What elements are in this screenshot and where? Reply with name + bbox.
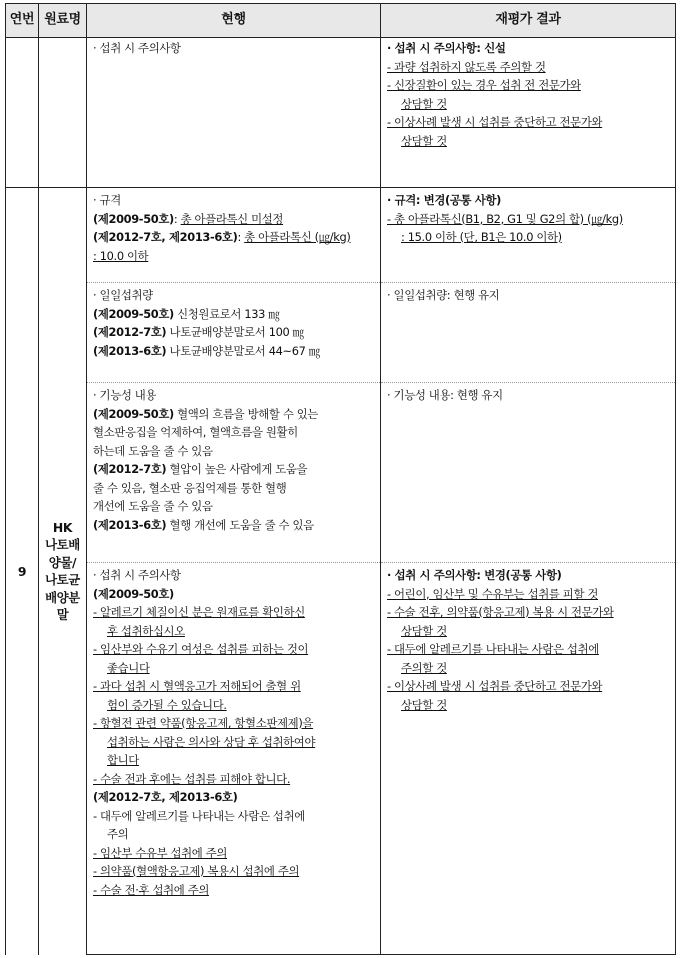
- table-row: [6, 283, 676, 383]
- text-line: [93, 585, 377, 604]
- text-line: [39, 519, 86, 537]
- line-text: · 섭취 시 주의사항: [93, 568, 181, 582]
- line-text: 총 아플라톡신 미설정: [180, 211, 284, 226]
- text-line: [387, 95, 672, 114]
- text-line: [93, 305, 377, 324]
- line-text: - 대두에 알레르기를 나타내는 사람은 섭취에: [387, 642, 599, 656]
- line-text: (제2009-50호): [93, 306, 174, 321]
- text-line: [387, 210, 672, 229]
- text-line: [93, 807, 377, 826]
- line-text: 상담할 것: [401, 96, 447, 111]
- line-text: - 임산부와 수유기 여성은 섭취를 피하는 것이: [93, 642, 309, 656]
- line-text: (제2013-6호): [93, 517, 167, 532]
- caution-current-cell: [87, 563, 381, 955]
- line-text: - 항혈전 관련 약품(항응고제, 항혈소판제제)을: [93, 716, 314, 730]
- line-text: 좋습니다: [107, 660, 150, 675]
- text-line: [93, 603, 377, 622]
- text-line: [39, 589, 86, 607]
- text-line: [93, 228, 377, 247]
- line-text: - 수술 전후, 의약품(항응고제) 복용 시 전문가와: [387, 605, 614, 619]
- text-line: [387, 640, 672, 659]
- line-text: - 대두에 알레르기를 나타내는 사람은 섭취에: [93, 808, 305, 823]
- line-text: 하는데 도움을 줄 수 있음: [93, 443, 213, 458]
- line-text: · 섭취 시 주의사항: 신설: [387, 41, 506, 55]
- line-text: 나토균: [45, 572, 80, 588]
- text-line: [387, 76, 672, 95]
- line-text: · 섭취 시 주의사항: 변경(공통 사항): [387, 568, 562, 582]
- text-line: [93, 844, 377, 863]
- line-text: 나토배: [45, 537, 80, 553]
- line-text: 합니다: [107, 753, 139, 767]
- text-line: [93, 247, 377, 266]
- text-line: [93, 862, 377, 881]
- text-line: [387, 113, 672, 132]
- line-text: 양물/: [48, 554, 77, 570]
- line-text: 섭취하는 사람은 의사와 상담 후 섭취하여야: [107, 734, 316, 749]
- reevaluation-table: [5, 3, 676, 955]
- text-line: [39, 554, 86, 572]
- line-text: (제2012-7호, 제2013-6호): [93, 790, 238, 804]
- text-line: [387, 386, 672, 405]
- text-line: [93, 39, 377, 58]
- line-text: · 규격: 변경(공통 사항): [387, 193, 501, 207]
- line-text: - 수술 전과 후에는 섭취를 피해야 합니다.: [93, 771, 291, 786]
- line-text: - 알레르기 체질이신 분은 원재료를 확인하신: [93, 605, 305, 619]
- line-text: - 과량 섭취하지 않도록 주의할 것: [387, 59, 546, 74]
- line-text: · 일일섭취량: [93, 288, 153, 302]
- text-line: [387, 622, 672, 641]
- line-text: 혈압이 높은 사람에게 도움을: [166, 462, 308, 476]
- line-text: : 15.0 이하 (단, B1은 10.0 이하): [401, 230, 562, 244]
- line-text: - 임산부 수유부 섭취에 주의: [93, 845, 228, 860]
- line-text: - 총 아플라톡신(B1, B2, G1 및 G2의 합) (㎍/kg): [387, 211, 623, 226]
- line-text: - 과다 섭취 시 혈액응고가 저해되어 출혈 위: [93, 679, 301, 693]
- text-line: [387, 228, 672, 247]
- line-text: 개선에 도움을 줄 수 있음: [93, 499, 213, 513]
- header-result: 재평가 결과: [381, 4, 676, 38]
- line-text: (제2009-50호): [93, 586, 174, 601]
- line-text: 줄 수 있음, 혈소판 응집억제를 통한 혈행: [93, 480, 287, 495]
- line-text: - 이상사례 발생 시 섭취를 중단하고 전문가와: [387, 115, 603, 129]
- ingredient-name: [39, 188, 87, 955]
- line-text: · 기능성 내용: [93, 388, 157, 402]
- intake-result-cell: [381, 283, 676, 383]
- text-line: [93, 442, 377, 461]
- text-line: [93, 405, 377, 424]
- line-text: 상담할 것: [401, 697, 447, 712]
- intake-current-cell: [87, 283, 381, 383]
- header-no: 연번: [6, 4, 39, 38]
- line-text: 혈소판응집을 억제하여, 혈액흐름을 원활히: [93, 425, 298, 439]
- header-row: [6, 4, 676, 38]
- spec-current-cell: [87, 188, 381, 283]
- text-line: [93, 460, 377, 479]
- table-row: [6, 563, 676, 955]
- line-text: - 이상사례 발생 시 섭취를 중단하고 전문가와: [387, 679, 603, 693]
- line-text: 나토균배양분말로서 100 ㎎: [166, 325, 304, 339]
- line-text: 혈행 개선에 도움을 줄 수 있음: [166, 517, 314, 532]
- text-line: [387, 286, 672, 305]
- text-line: [39, 571, 86, 589]
- line-text: · 섭취 시 주의사항: [93, 41, 181, 55]
- text-line: [93, 770, 377, 789]
- line-text: (제2012-7호): [93, 325, 167, 339]
- line-text: 신청원료로서 133 ㎎: [173, 306, 280, 321]
- row1-result-cell: [381, 38, 676, 188]
- text-line: [93, 323, 377, 342]
- function-result-cell: [381, 383, 676, 563]
- row1-current-cell: [87, 38, 381, 188]
- text-line: [387, 566, 672, 585]
- line-text: - 신장질환이 있는 경우 섭취 전 전문가와: [387, 78, 581, 92]
- text-line: [93, 640, 377, 659]
- line-text: (제2009-50호): [93, 211, 174, 226]
- line-text: - 수술 전·후 섭취에 주의: [93, 882, 209, 897]
- text-line: [93, 714, 377, 733]
- line-text: 총 아플라톡신 (㎍/kg): [244, 230, 351, 244]
- line-text: 말: [56, 607, 69, 623]
- table-row: [6, 188, 676, 283]
- text-line: [93, 516, 377, 535]
- item-number: 9: [6, 188, 39, 955]
- text-line: [387, 696, 672, 715]
- line-text: 후 섭취하십시오: [107, 623, 185, 638]
- line-text: 나토균배양분말로서 44~67 ㎎: [166, 343, 320, 358]
- table-row: [6, 383, 676, 563]
- line-text: · 규격: [93, 193, 121, 207]
- text-line: [93, 881, 377, 900]
- line-text: (제2013-6호): [93, 343, 167, 358]
- text-line: [93, 342, 377, 361]
- line-text: :: [237, 230, 245, 244]
- line-text: 배양분: [45, 589, 80, 605]
- header-current: 현행: [87, 4, 381, 38]
- line-text: (제2009-50호): [93, 406, 174, 421]
- line-text: - 의약품(혈액항응고제) 복용시 섭취에 주의: [93, 864, 300, 878]
- text-line: [39, 536, 86, 554]
- line-text: · 일일섭취량: 현행 유지: [387, 288, 500, 302]
- text-line: [39, 606, 86, 624]
- text-line: [93, 751, 377, 770]
- row1-no-cell: [6, 38, 39, 188]
- header-name: 원료명: [39, 4, 87, 38]
- line-text: (제2012-7호): [93, 462, 167, 476]
- line-text: · 기능성 내용: 현행 유지: [387, 388, 503, 402]
- line-text: 험이 증가될 수 있습니다.: [107, 697, 227, 712]
- line-text: : 10.0 이하: [93, 248, 149, 263]
- row1-name-cell: [39, 38, 87, 188]
- text-line: [93, 566, 377, 585]
- text-line: [387, 677, 672, 696]
- text-line: [93, 210, 377, 229]
- line-text: - 어린이, 임산부 및 수유부는 섭취를 피할 것: [387, 586, 599, 601]
- text-line: [93, 286, 377, 305]
- line-text: (제2012-7호, 제2013-6호): [93, 230, 238, 244]
- text-line: [93, 825, 377, 844]
- text-line: [93, 659, 377, 678]
- caution-result-cell: [381, 563, 676, 955]
- line-text: HK: [52, 519, 73, 535]
- line-text: 주의: [107, 827, 129, 841]
- text-line: [387, 39, 672, 58]
- text-line: [93, 733, 377, 752]
- text-line: [93, 622, 377, 641]
- text-line: [387, 132, 672, 151]
- function-current-cell: [87, 383, 381, 563]
- text-line: [93, 497, 377, 516]
- text-line: [93, 191, 377, 210]
- line-text: 주의할 것: [401, 660, 447, 675]
- line-text: 혈액의 흐름을 방해할 수 있는: [173, 406, 319, 421]
- text-line: [93, 386, 377, 405]
- text-line: [93, 677, 377, 696]
- text-line: [387, 58, 672, 77]
- text-line: [387, 603, 672, 622]
- text-line: [387, 585, 672, 604]
- line-text: 상담할 것: [401, 623, 447, 638]
- text-line: [93, 423, 377, 442]
- text-line: [93, 479, 377, 498]
- text-line: [93, 788, 377, 807]
- table-row: [6, 38, 676, 188]
- text-line: [387, 191, 672, 210]
- text-line: [93, 696, 377, 715]
- line-text: :: [173, 211, 181, 226]
- text-line: [387, 659, 672, 678]
- spec-result-cell: [381, 188, 676, 283]
- line-text: 상담할 것: [401, 133, 447, 148]
